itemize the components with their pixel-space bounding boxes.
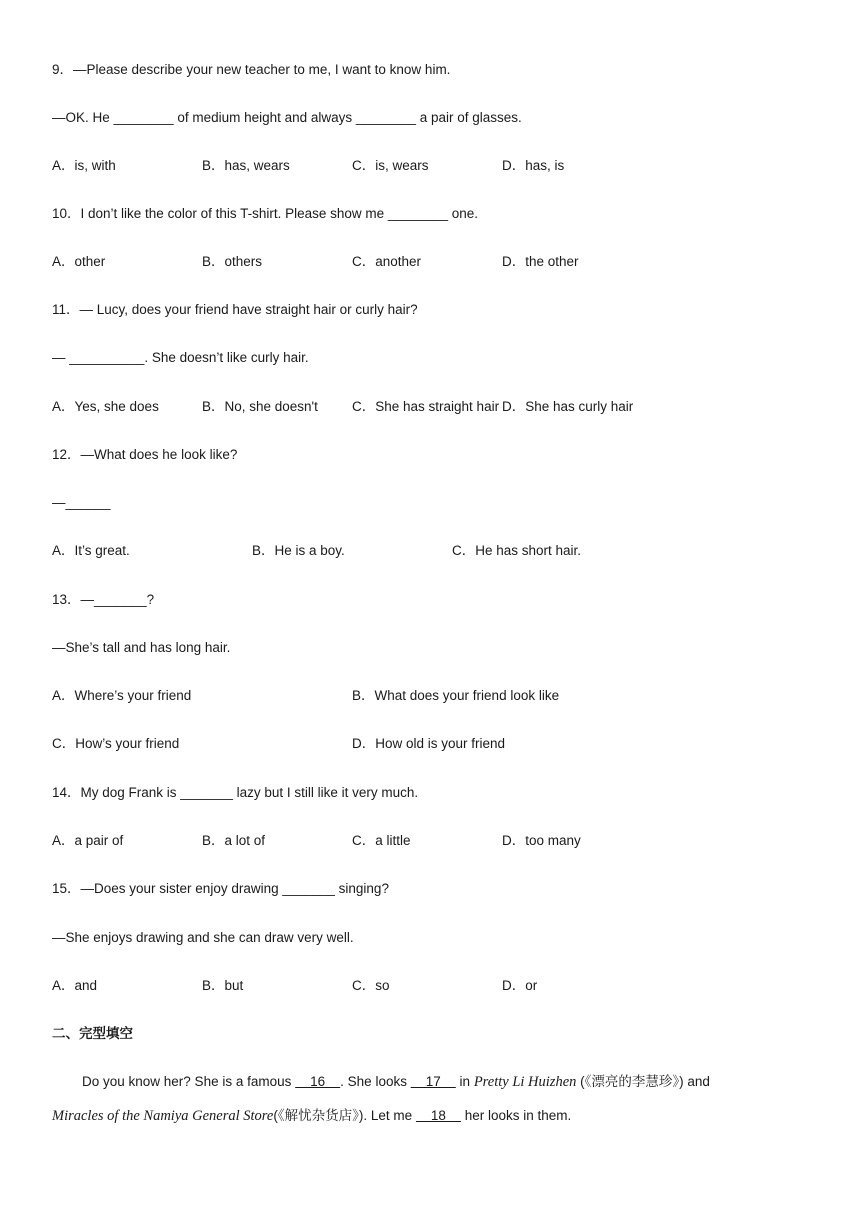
q10-option-b: B．others xyxy=(202,254,263,269)
chinese-title-2: 《解忧杂货店》 xyxy=(277,1108,359,1124)
q14-option-b: B．a lot of xyxy=(202,833,266,848)
passage-text: Do you know her? She is a famous xyxy=(82,1074,292,1089)
blank-16: 16 xyxy=(295,1074,341,1089)
q9-option-b: B．has, wears xyxy=(202,158,290,173)
q14-option-d: D．too many xyxy=(502,833,581,848)
q9-option-c: C．is, wears xyxy=(352,158,429,173)
movie-title-2: Miracles of the Namiya General Store xyxy=(52,1108,274,1124)
q11-option-a: A．Yes, she does xyxy=(52,399,159,414)
movie-title-1: Pretty Li Huizhen xyxy=(473,1074,577,1090)
section-heading: 二、完型填空 xyxy=(52,1026,133,1042)
q13-option-c: C．How’s your friend xyxy=(52,736,180,751)
q15-line2: —She enjoys drawing and she can draw very well. xyxy=(52,930,354,945)
q12-stem: 12．—What does he look like? xyxy=(52,447,238,462)
q11-option-c: C．She has straight hair xyxy=(352,399,500,414)
passage-text: ( xyxy=(580,1074,585,1089)
q14-option-c: C．a little xyxy=(352,833,411,848)
passage-line-2 xyxy=(52,1107,571,1125)
q15-option-a: A．and xyxy=(52,978,98,993)
q15-stem: 15．—Does your sister enjoy drawing _______ singing? xyxy=(52,881,389,896)
q9-option-a: A．is, with xyxy=(52,158,116,173)
blank-17: 17 xyxy=(410,1074,456,1089)
q14-option-a: A．a pair of xyxy=(52,833,124,848)
q10-option-a: A．other xyxy=(52,254,106,269)
passage-text: . She looks xyxy=(340,1074,407,1089)
q13-option-a: A．Where’s your friend xyxy=(52,688,192,703)
q11-option-d: D．She has curly hair xyxy=(502,399,634,414)
q15-option-c: C．so xyxy=(352,978,390,993)
q12-option-b: B．He is a boy. xyxy=(252,543,345,558)
passage-line-1 xyxy=(82,1073,710,1091)
q10-option-c: C．another xyxy=(352,254,422,269)
q12-option-a: A．It’s great. xyxy=(52,543,130,558)
q15-option-d: D．or xyxy=(502,978,538,993)
q9-option-d: D．has, is xyxy=(502,158,565,173)
blank-18: 18 xyxy=(415,1108,461,1123)
q10-stem: 10．I don’t like the color of this T-shirt. Please show me ________ one. xyxy=(52,206,478,221)
q11-stem: 11．— Lucy, does your friend have straight hair or curly hair? xyxy=(52,302,418,317)
chinese-title-1: 《漂亮的李慧珍》 xyxy=(584,1074,680,1090)
q9-line2: —OK. He ________ of medium height and always ________ a pair of glasses. xyxy=(52,110,522,125)
q15-option-b: B．but xyxy=(202,978,244,993)
q13-option-b: B．What does your friend look like xyxy=(352,688,560,703)
q12-option-c: C．He has short hair. xyxy=(452,543,582,558)
passage-text: ) and xyxy=(679,1074,710,1089)
passage-text: in xyxy=(459,1074,471,1089)
passage-text: ). Let me xyxy=(358,1108,413,1123)
passage-text: her looks in them. xyxy=(464,1108,572,1123)
q9-stem: 9．—Please describe your new teacher to me, I want to know him. xyxy=(52,62,451,77)
q13-option-d: D．How old is your friend xyxy=(352,736,506,751)
q14-stem: 14．My dog Frank is _______ lazy but I still like it very much. xyxy=(52,785,419,800)
q11-line2: — __________. She doesn’t like curly hair. xyxy=(52,350,309,365)
q10-option-d: D．the other xyxy=(502,254,579,269)
q11-option-b: B．No, she doesn't xyxy=(202,399,318,414)
passage-text: ( xyxy=(273,1108,278,1123)
q13-line2: —She’s tall and has long hair. xyxy=(52,640,231,655)
q13-stem: 13．—_______? xyxy=(52,592,155,607)
q12-line2: —______ xyxy=(52,495,111,510)
